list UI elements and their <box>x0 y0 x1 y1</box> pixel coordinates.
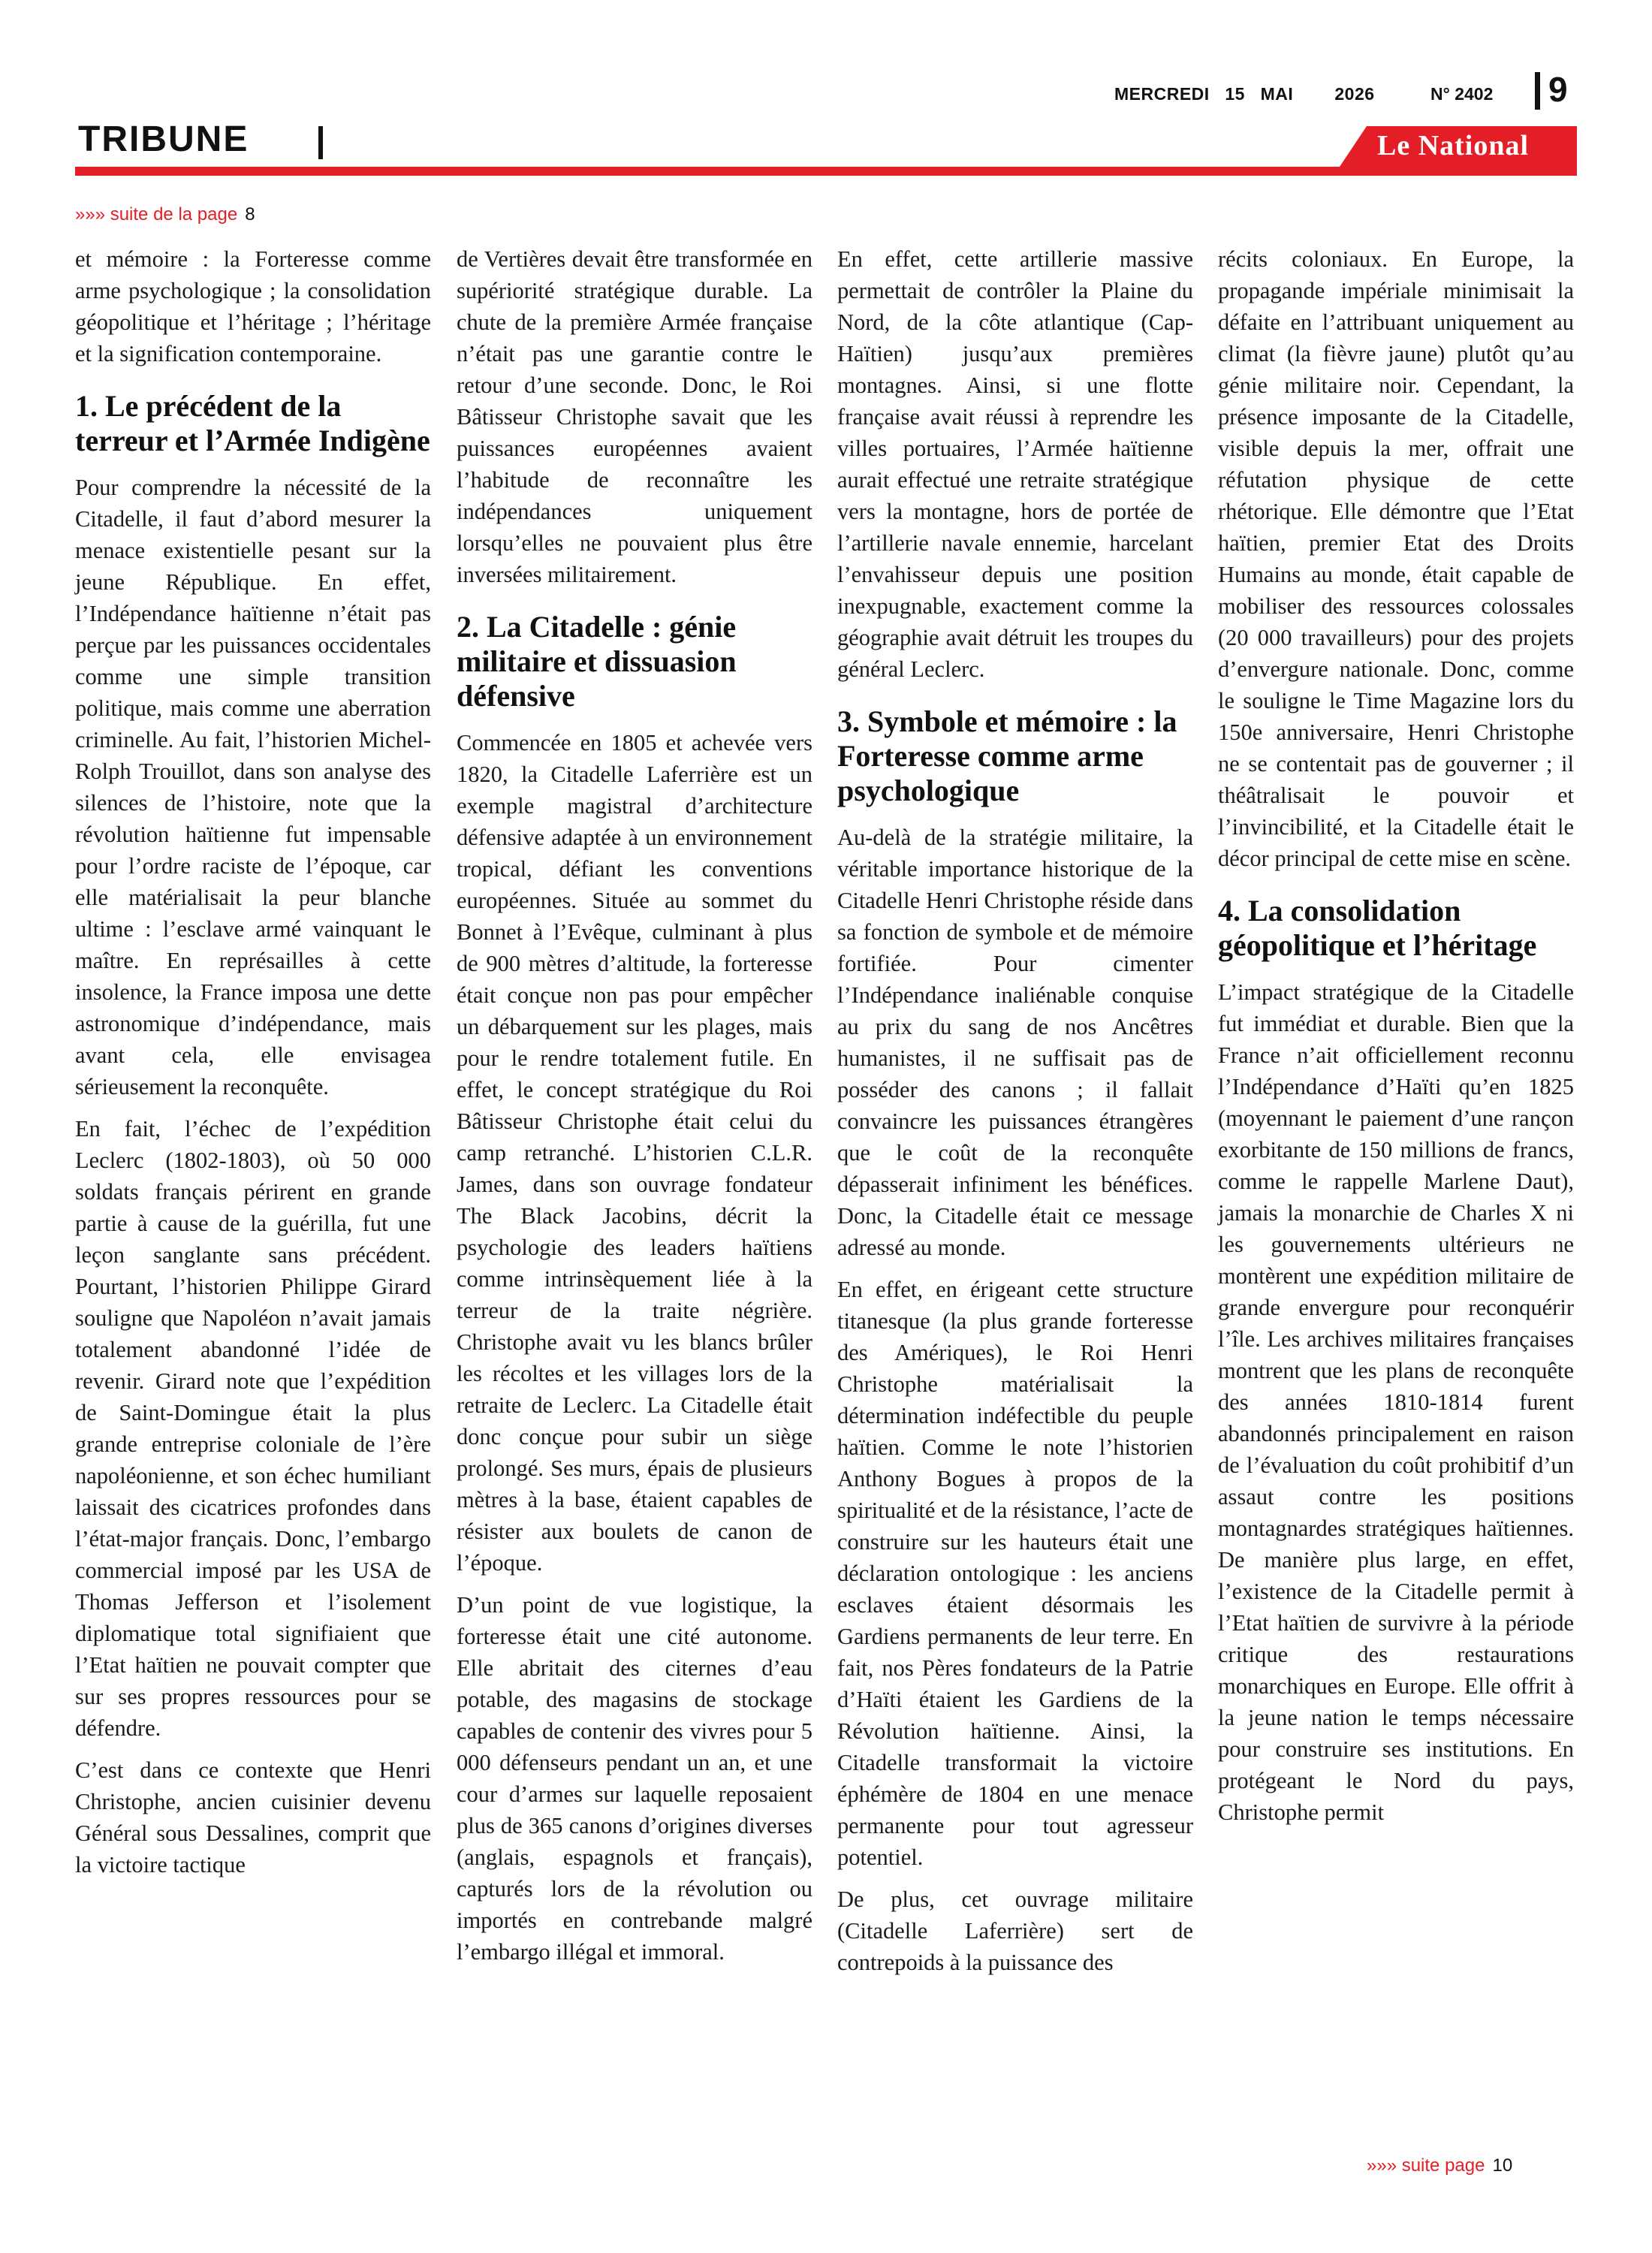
paragraph: Pour comprendre la nécessité de la Citadelle, il faut d’abord mesurer la menace existentielle pesant sur la jeune République. En effet, l’Indépendance haïtienne n’était pas perçue par les puissances occidentales comme une simple transition politique, mais comme une aberration criminelle. Au fait, l’historien Michel-Rolph Trouillot, dans son analyse des silences de l’histoire, note que la révolution haïtienne fut impensable pour l’ordre raciste de l’époque, car elle matérialisait la peur blanche ultime : l’esclave armé vainquant le maître. En représailles à cette insolence, la France imposa une dette astronomique d’indépendance, mais avant cela, elle envisagea sérieusement la reconquête. <box>75 475 431 1099</box>
section-title: TRIBUNE <box>78 119 249 159</box>
section-heading: 1. Le précédent de la terreur et l’Armée Indigène <box>75 389 430 457</box>
page-number: 9 <box>1548 70 1568 109</box>
paragraph: de Vertières devait être transformée en supériorité stratégique durable. La chute de la première Armée française n’était pas une garantie contre le retour d’une seconde. Donc, le Roi Bâtisseur Christophe savait que les puissances européennes avaient l’habitude de reconnaître les indépendances uniquement lorsqu’elles ne pouvaient plus être inversées militairement. <box>457 246 812 587</box>
section-heading: 2. La Citadelle : génie militaire et dissuasion défensive <box>457 610 737 713</box>
article-column-2 <box>457 243 812 1978</box>
paragraph: De plus, cet ouvrage militaire (Citadelle Laferrière) sert de contrepoids à la puissance des <box>837 1887 1193 1975</box>
continued-from-page: 8 <box>245 204 255 225</box>
paragraph: En effet, en érigeant cette structure titanesque (la plus grande forteresse des Amériques), le Roi Henri Christophe matérialisait la détermination indéfectible du peuple haïtien. Comme le note l’historien Anthony Bogues à propos de la spiritualité et de la résistance, l’acte de construire sur les hauteurs était une déclaration ontologique : les anciens esclaves étaient désormais les Gardiens permanents de leur terre. En fait, nos Pères fondateurs de la Patrie d’Haïti étaient les Gardiens de la Révolution haïtienne. Ainsi, la Citadelle transformait la victoire éphémère de 1804 en une menace permanente pour tout agresseur potentiel. <box>837 1277 1193 1870</box>
article-column-1 <box>75 243 431 1891</box>
article-column-4 <box>1218 243 1574 1838</box>
continued-to-page: 10 <box>1492 2155 1513 2176</box>
paragraph: C’est dans ce contexte que Henri Christophe, ancien cuisinier devenu Général sous Dessalines, comprit que la victoire tactique <box>75 1757 431 1878</box>
continued-to <box>1367 2155 1512 2176</box>
paragraph: Commencée en 1805 et achevée vers 1820, la Citadelle Laferrière est un exemple magistral d’architecture défensive adaptée à un environnement tropical, défiant les conventions européennes. Située au sommet du Bonnet à l’Evêque, culminant à plus de 900 mètres d’altitude, la forteresse était conçue non pas pour empêcher un débarquement sur les plages, mais pour le rendre totalement futile. En effet, le concept stratégique du Roi Bâtisseur Christophe était celui du camp retranché. L’historien C.L.R. James, dans son ouvrage fondateur The Black Jacobins, décrit la psychologie des leaders haïtiens comme intrinsèquement liée à la terreur de la traite négrière. Christophe avait vu les blancs brûler les récoltes et les villages lors de la retraite de Leclerc. La Citadelle était donc conçue pour subir un siège prolongé. Ses murs, épais de plusieurs mètres à la base, étaient capables de résister aux boulets de canon de l’époque. <box>457 730 812 1576</box>
issue-number: N° 2402 <box>1430 84 1494 104</box>
issue-date: MERCREDI 15 MAI 2026 <box>1114 84 1375 104</box>
continued-from-label: »»» suite de la page <box>75 204 238 225</box>
paragraph: D’un point de vue logistique, la forteresse était une cité autonome. Elle abritait des citernes d’eau potable, des magasins de stockage capables de contenir des vivres pour 5 000 défenseurs pendant un an, et une cour d’armes sur laquelle reposaient plus de 365 canons d’origines diverses (anglais, espagnols et français), capturés lors de la révolution ou importés en contrebande malgré l’embargo illégal et immoral. <box>457 1592 812 1965</box>
paragraph: Au-delà de la stratégie militaire, la véritable importance historique de la Citadelle Henri Christophe réside dans sa fonction de symbole et de mémoire fortifiée. Pour cimenter l’Indépendance inaliénable conquise au prix du sang de nos Ancêtres humanistes, il ne suffisait pas de posséder des canons ; il fallait convaincre les puissances étrangères que le coût de la reconquête dépasserait infiniment les bénéfices. Donc, la Citadelle était ce message adressé au monde. <box>837 825 1193 1260</box>
page-number-divider <box>1535 72 1540 110</box>
paragraph: En effet, cette artillerie massive permettait de contrôler la Plaine du Nord, de la côte atlantique (Cap-Haïtien) jusqu’aux premières montagnes. Ainsi, si une flotte française avait réussi à reprendre les villes portuaires, l’Armée haïtienne aurait effectué une retraite stratégique vers la montagne, hors de portée de l’artillerie navale ennemie, harcelant l’envahisseur depuis une position inexpugnable, exactement comme la géographie avait détruit les troupes du général Leclerc. <box>837 246 1193 682</box>
section-heading: 3. Symbole et mémoire : la Forteresse comme arme psychologique <box>837 704 1177 807</box>
continued-to-label: »»» suite page <box>1367 2155 1485 2176</box>
section-divider <box>318 126 323 159</box>
paragraph: En fait, l’échec de l’expédition Leclerc (1802-1803), où 50 000 soldats français périrent en grande partie à cause de la guérilla, fut une leçon sanglante sans précédent. Pourtant, l’historien Philippe Girard souligne que Napoléon n’avait jamais totalement abandonné l’idée de revenir. Girard note que l’expédition de Saint-Domingue était la plus grande entreprise coloniale de l’ère napoléonienne, et son échec humiliant laissait des cicatrices profondes dans l’état-major français. Donc, l’embargo commercial imposé par les USA de Thomas Jefferson et l’isolement diplomatique total signifiaient que l’Etat haïtien ne pouvait compter que sur ses propres ressources pour se défendre. <box>75 1116 431 1741</box>
brand-logo: Le National <box>1377 130 1530 161</box>
continued-from <box>75 204 255 225</box>
paragraph: L’impact stratégique de la Citadelle fut immédiat et durable. Bien que la France n’ait officiellement reconnu l’Indépendance d’Haïti qu’en 1825 (moyennant le paiement d’une rançon exorbitante de 150 millions de francs, comme le rappelle Marlene Daut), jamais la monarchie de Charles X ni les gouvernements ultérieurs ne montèrent une expédition militaire de grande envergure pour reconquérir l’île. Les archives militaires françaises montrent que les plans de reconquête des années 1810-1814 furent abandonnés principalement en raison de l’évaluation du coût prohibitif d’un assaut contre les positions montagnardes stratégiques haïtiennes. De manière plus large, en effet, l’existence de la Citadelle permit à l’Etat haïtien de survivre à la période critique des restaurations monarchiques en Europe. Elle offrit à la jeune nation le temps nécessaire pour construire ses institutions. En protégeant le Nord du pays, Christophe permit <box>1218 979 1574 1825</box>
paragraph: et mémoire : la Forteresse comme arme psychologique ; la consolidation géopolitique et l’héritage ; l’héritage et la signification contemporaine. <box>75 246 431 366</box>
paragraph: récits coloniaux. En Europe, la propagande impériale minimisait la défaite en l’attribuant uniquement au climat (la fièvre jaune) plutôt qu’au génie militaire noir. Cependant, la présence imposante de la Citadelle, visible depuis la mer, offrait une réfutation physique de cette rhétorique. Elle démontre que l’Etat haïtien, premier Etat des Droits Humains au monde, était capable de mobiliser des ressources colossales (20 000 travailleurs) pour des projets d’envergure nationale. Donc, comme le souligne le Time Magazine lors du 150e anniversaire, Henri Christophe ne se contentait pas de gouverner ; il théâtralisait le pouvoir et l’invincibilité, et la Citadelle était le décor principal de cette mise en scène. <box>1218 246 1574 871</box>
section-heading: 4. La consolidation géopolitique et l’héritage <box>1218 894 1537 962</box>
article-column-3 <box>837 243 1193 1989</box>
